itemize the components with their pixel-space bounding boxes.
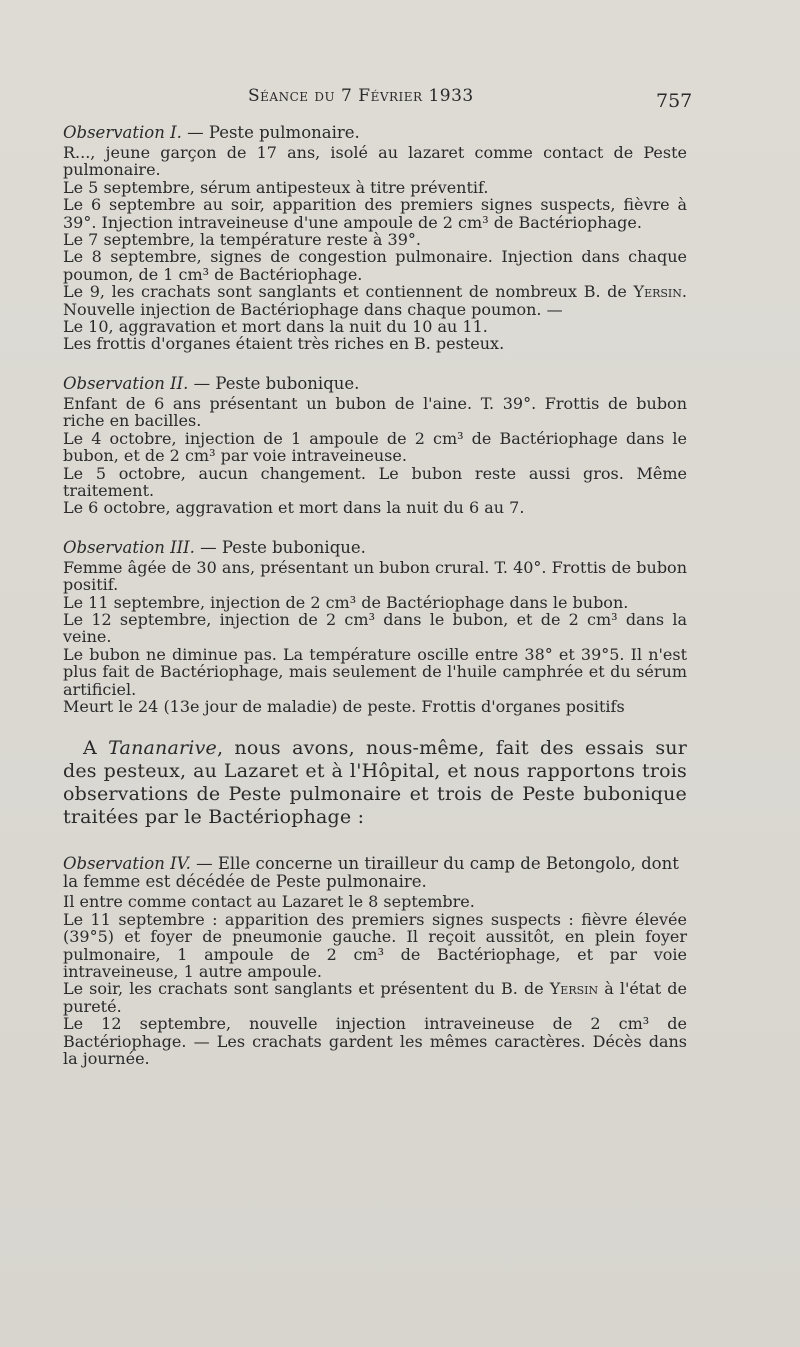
observation-1-para-7: Le 10, aggravation et mort dans la nuit du 10 au 11. — [63, 317, 488, 337]
observation-3-para-2: Le 11 septembre, injection de 2 cm³ de Bactériophage dans le bubon. — [63, 592, 629, 612]
observation-1-para-5: Le 8 septembre, signes de congestion pulmonaire. Injection dans chaque poumon, de 1 cm³ de Bactériophage. — [63, 247, 687, 284]
observation-4-para-2: Le 11 septembre : apparition des premiers signes suspects : fièvre élevée (39°5) et foyer de pneumonie gauche. Il reçoit aussitôt, en plein foyer pulmonaire, 1 ampoule de 2 cm³ de Bactériophage, et par voie intraveineuse, 1 autre ampoule. — [63, 909, 687, 981]
observation-1-para-1: R..., jeune garçon de 17 ans, isolé au lazaret comme contact de Peste pulmonaire. — [63, 143, 687, 180]
observation-1-para-2: Le 5 septembre, sérum antipesteux à titre préventif. — [63, 177, 489, 197]
running-title: Séance du 7 Février 1933 — [248, 86, 474, 106]
intro-paragraph — [63, 737, 687, 829]
observation-3-para-4: Le bubon ne diminue pas. La température oscille entre 38° et 39°5. Il n'est plus fait de Bactériophage, mais seulement de l'huile camphrée et du sérum artificiel. — [63, 644, 687, 699]
observation-2-para-4: Le 6 octobre, aggravation et mort dans la nuit du 6 au 7. — [63, 498, 525, 518]
article-body — [63, 124, 687, 1089]
observation-2-title — [63, 375, 687, 393]
yersin-name: Yersin — [633, 282, 682, 302]
observation-4-sep: — — [190, 854, 218, 874]
observation-3-para-3: Le 12 septembre, injection de 2 cm³ dans le bubon, et de 2 cm³ dans la veine. — [63, 609, 687, 647]
intro-before: A — [83, 737, 109, 760]
observation-1-para-3: Le 6 septembre au soir, apparition des premiers signes suspects, fièvre à 39°. Injection intraveineuse d'une ampoule de 2 cm³ de Bactériophage. — [63, 195, 687, 232]
observation-1-heading: Peste pulmonaire. — [208, 123, 360, 142]
observation-2-heading: Peste bubonique. — [215, 373, 360, 393]
observation-3-label: Observation III. — [63, 537, 195, 557]
observation-2-para-2: Le 4 octobre, injection de 1 ampoule de 2 cm³ de Bactériophage dans le bubon, et de 2 cm³ par voie intraveineuse. — [63, 428, 687, 466]
observation-1-para-4: Le 7 septembre, la température reste à 39°. — [63, 230, 421, 250]
observation-2-sep: — — [188, 373, 216, 393]
observation-1-label: Observation I. — [63, 123, 182, 142]
observation-4-para-3 — [63, 980, 687, 1015]
observation-3-sep: — — [194, 537, 222, 557]
intro-place: Tananarive — [108, 737, 217, 760]
observation-2-para-1: Enfant de 6 ans présentant un bubon de l'aine. T. 39°. Frottis de bubon riche en bacilles. — [63, 393, 687, 431]
observation-3-para-1: Femme âgée de 30 ans, présentant un bubon crural. T. 40°. Frottis de bubon positif. — [63, 557, 687, 595]
observation-3 — [63, 539, 687, 716]
running-head — [0, 82, 800, 112]
observation-2 — [63, 375, 687, 517]
observation-3-heading: Peste bubonique. — [221, 537, 366, 557]
observation-4-para-3-start: Le soir, les crachats sont sanglants et présentent du B. de — [63, 979, 550, 999]
observation-2-para-3: Le 5 octobre, aucun changement. Le bubon reste aussi gros. Même traitement. — [63, 463, 687, 500]
yersin-name: Yersin — [549, 979, 599, 999]
intro-after: , nous avons, nous-même, fait des essais sur des pesteux, au Lazaret et à l'Hôpital, et nous rapportons trois observations de Peste pulmonaire et trois de Peste bubonique traitées par le Bactériophage : — [63, 737, 687, 829]
page-number: 757 — [656, 90, 693, 112]
observation-3-para-5: Meurt le 24 (13e jour de maladie) de peste. Frottis d'organes positifs — [63, 696, 625, 716]
observation-1-para-8: Les frottis d'organes étaient très riches en B. pesteux. — [63, 334, 505, 354]
observation-4-heading: Elle concerne un tirailleur du camp de Betongolo, dont la femme est décédée de Peste pulmonaire. — [63, 854, 679, 892]
observation-1-title — [63, 124, 687, 142]
observation-1 — [63, 124, 687, 353]
observation-4 — [63, 855, 687, 1067]
observation-1-para-6 — [63, 283, 687, 318]
observation-1-para-6-rest: . Nouvelle injection de Bactériophage dans chaque poumon. — — [63, 282, 687, 319]
observation-1-sep: — — [181, 123, 209, 142]
observation-4-label: Observation IV. — [63, 854, 191, 874]
observation-1-para-6-start: Le 9, les crachats sont sanglants et contiennent de nombreux B. de — [63, 282, 634, 302]
observation-4-para-3-rest: à l'état de pureté. — [63, 979, 687, 1016]
observation-4-para-1: Il entre comme contact au Lazaret le 8 septembre. — [63, 892, 475, 912]
observation-4-para-4: Le 12 septembre, nouvelle injection intraveineuse de 2 cm³ de Bactériophage. — Les crachats gardent les mêmes caractères. Décès dans la journée. — [63, 1014, 687, 1069]
observation-3-title — [63, 539, 687, 557]
observation-4-title — [63, 855, 687, 891]
observation-2-label: Observation II. — [63, 373, 189, 393]
